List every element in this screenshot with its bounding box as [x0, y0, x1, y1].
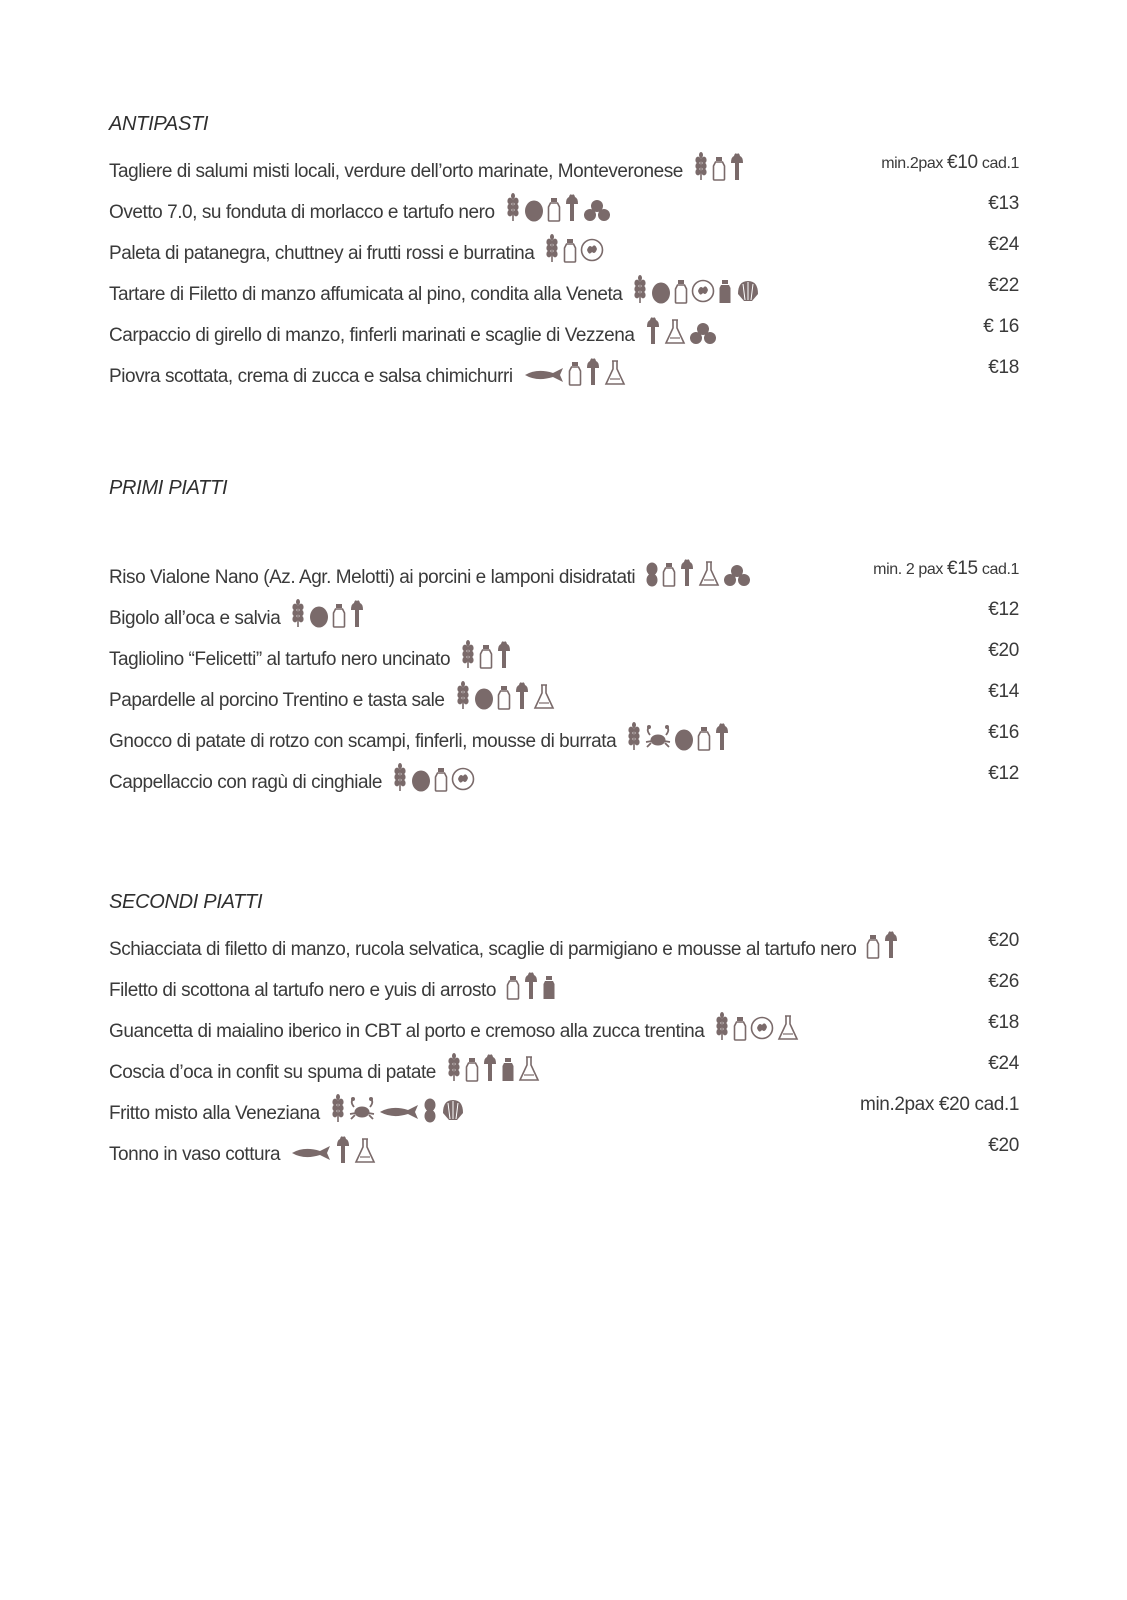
crab-icon — [645, 721, 671, 751]
dish-price — [988, 1011, 1019, 1035]
dish-line — [109, 1011, 799, 1044]
dish-name: Filetto di scottona al tartufo nero e yuis di arrosto — [109, 980, 496, 1001]
sulphite-icon — [664, 315, 686, 345]
dish-price — [988, 1052, 1019, 1076]
price-amount: €14 — [988, 681, 1019, 702]
allergen-icons — [392, 762, 475, 792]
allergen-icons — [446, 1052, 540, 1082]
dish-price — [860, 1093, 1019, 1117]
section-title: ANTIPASTI — [109, 113, 209, 135]
allergen-icons — [290, 598, 365, 628]
wheat-icon — [330, 1093, 346, 1123]
celery-icon — [883, 929, 899, 959]
sulphite-icon — [777, 1011, 799, 1041]
milk-icon — [479, 639, 493, 669]
dish-price — [988, 1134, 1019, 1158]
dish-price — [988, 192, 1019, 216]
dish-name: Ovetto 7.0, su fonduta di morlacco e tartufo nero — [109, 202, 495, 223]
egg-icon — [474, 680, 494, 710]
price-amount: €16 — [988, 722, 1019, 743]
dish-name: Riso Vialone Nano (Az. Agr. Melotti) ai porcini e lamponi disidratati — [109, 567, 636, 588]
nuts-icon — [689, 315, 717, 345]
celery-icon — [496, 639, 512, 669]
menu-item — [109, 354, 1019, 387]
sulphite-icon — [604, 356, 626, 386]
allergen-icons — [632, 274, 761, 304]
price-per-person: cad.1 — [977, 155, 1019, 172]
dish-name: Tagliolino “Felicetti” al tartufo nero uncinato — [109, 649, 451, 670]
dish-name: Piovra scottata, crema di zucca e salsa chimichurri — [109, 366, 513, 387]
section-title: SECONDI PIATTI — [109, 891, 263, 913]
allergen-icons — [460, 639, 512, 669]
price-amount: €20 — [988, 930, 1019, 951]
price-min-pax: min. 2 pax — [873, 561, 947, 578]
sauce-icon — [718, 274, 732, 304]
allergen-icons — [626, 721, 730, 751]
dish-line — [109, 929, 899, 962]
celery-icon — [679, 557, 695, 587]
price-amount: €12 — [988, 763, 1019, 784]
dish-name: Tagliere di salumi misti locali, verdure dell’orto marinate, Monteveronese — [109, 161, 683, 182]
celery-icon — [514, 680, 530, 710]
menu-item — [109, 927, 1019, 960]
dish-name: Tartare di Filetto di manzo affumicata al pino, condita alla Veneta — [109, 284, 623, 305]
milk-icon — [506, 970, 520, 1000]
menu-item — [109, 190, 1019, 223]
milk-icon — [733, 1011, 747, 1041]
dish-line — [109, 192, 611, 225]
dish-name: Bigolo all’oca e salvia — [109, 608, 281, 629]
fish-icon — [378, 1093, 420, 1123]
milk-icon — [712, 151, 726, 181]
celery-icon — [714, 721, 730, 751]
dish-price — [988, 274, 1019, 298]
menu-item — [109, 313, 1019, 346]
dish-line — [109, 151, 745, 184]
dish-line — [109, 233, 604, 266]
dish-price — [988, 639, 1019, 663]
wheat-icon — [455, 680, 471, 710]
egg-icon — [651, 274, 671, 304]
milk-icon — [563, 233, 577, 263]
menu-item — [109, 719, 1019, 752]
shell-icon — [440, 1093, 466, 1123]
milk-icon — [497, 680, 511, 710]
egg-icon — [674, 721, 694, 751]
menu-item — [109, 760, 1019, 793]
sulphite-icon — [533, 680, 555, 710]
dish-line — [109, 639, 512, 672]
dish-price — [988, 970, 1019, 994]
price-per-person: cad.1 — [977, 561, 1019, 578]
wheat-icon — [460, 639, 476, 669]
menu-item — [109, 149, 1019, 182]
price-min-pax: min.2pax — [860, 1094, 939, 1115]
milk-icon — [662, 557, 676, 587]
price-per-person: cad.1 — [969, 1094, 1019, 1115]
dish-name: Gnocco di patate di rotzo con scampi, finferli, mousse di burrata — [109, 731, 617, 752]
milk-icon — [547, 192, 561, 222]
allergen-icons — [455, 680, 555, 710]
dish-line — [109, 762, 475, 795]
price-amount: €20 — [938, 1094, 970, 1115]
dish-price — [988, 233, 1019, 257]
dish-price — [983, 315, 1019, 339]
menu-item — [109, 555, 1019, 588]
egg-icon — [524, 192, 544, 222]
wheat-icon — [544, 233, 560, 263]
milk-icon — [434, 762, 448, 792]
dish-line — [109, 680, 555, 713]
milk-icon — [866, 929, 880, 959]
price-amount: €20 — [988, 640, 1019, 661]
allergen-icons — [506, 970, 556, 1000]
milk-icon — [465, 1052, 479, 1082]
mustard-icon — [750, 1011, 774, 1041]
celery-icon — [349, 598, 365, 628]
peanut-icon — [645, 557, 659, 587]
celery-icon — [585, 356, 601, 386]
celery-icon — [523, 970, 539, 1000]
dish-line — [109, 598, 365, 631]
wheat-icon — [446, 1052, 462, 1082]
dish-name: Schiacciata di filetto di manzo, rucola selvatica, scaglie di parmigiano e mousse al tartufo nero — [109, 939, 857, 960]
wheat-icon — [693, 151, 709, 181]
dish-name: Guancetta di maialino iberico in CBT al porto e cremoso alla zucca trentina — [109, 1021, 705, 1042]
fish-icon — [290, 1134, 332, 1164]
menu-item — [109, 1009, 1019, 1042]
wheat-icon — [714, 1011, 730, 1041]
menu-item — [109, 272, 1019, 305]
sauce-icon — [501, 1052, 515, 1082]
celery-icon — [645, 315, 661, 345]
shell-icon — [735, 274, 761, 304]
dish-line — [109, 315, 717, 348]
egg-icon — [411, 762, 431, 792]
mustard-icon — [451, 762, 475, 792]
menu-item — [109, 596, 1019, 629]
dish-name: Cappellaccio con ragù di cinghiale — [109, 772, 383, 793]
wheat-icon — [392, 762, 408, 792]
allergen-icons — [866, 929, 899, 959]
milk-icon — [332, 598, 346, 628]
menu-item — [109, 637, 1019, 670]
menu-item — [109, 1091, 1019, 1124]
dish-price — [988, 680, 1019, 704]
mustard-icon — [691, 274, 715, 304]
price-amount: €22 — [988, 275, 1019, 296]
dish-price — [988, 762, 1019, 786]
dish-line — [109, 557, 751, 590]
allergen-icons — [544, 233, 604, 263]
allergen-icons — [505, 192, 611, 222]
dish-name: Paleta di patanegra, chuttney ai frutti rossi e burratina — [109, 243, 535, 264]
price-amount: €18 — [988, 357, 1019, 378]
sauce-icon — [542, 970, 556, 1000]
menu-item — [109, 1132, 1019, 1165]
dish-name: Fritto misto alla Veneziana — [109, 1103, 320, 1124]
milk-icon — [674, 274, 688, 304]
dish-line — [109, 721, 730, 754]
price-amount: €24 — [988, 234, 1019, 255]
milk-icon — [568, 356, 582, 386]
fish-icon — [523, 356, 565, 386]
allergen-icons — [693, 151, 745, 181]
dish-line — [109, 274, 761, 307]
sulphite-icon — [698, 557, 720, 587]
dish-price — [881, 151, 1019, 176]
price-amount: €18 — [988, 1012, 1019, 1033]
wheat-icon — [626, 721, 642, 751]
allergen-icons — [714, 1011, 799, 1041]
dish-name: Carpaccio di girello di manzo, finferli marinati e scaglie di Vezzena — [109, 325, 635, 346]
dish-price — [988, 929, 1019, 953]
celery-icon — [482, 1052, 498, 1082]
dish-line — [109, 356, 626, 389]
price-amount: €26 — [988, 971, 1019, 992]
dish-price — [988, 721, 1019, 745]
allergen-icons — [523, 356, 626, 386]
crab-icon — [349, 1093, 375, 1123]
nuts-icon — [583, 192, 611, 222]
dish-name: Coscia d’oca in confit su spuma di patate — [109, 1062, 436, 1083]
allergen-icons — [645, 557, 751, 587]
wheat-icon — [505, 192, 521, 222]
celery-icon — [564, 192, 580, 222]
price-amount: €12 — [988, 599, 1019, 620]
dish-line — [109, 1134, 376, 1167]
peanut-icon — [423, 1093, 437, 1123]
mustard-icon — [580, 233, 604, 263]
wheat-icon — [290, 598, 306, 628]
allergen-icons — [330, 1093, 466, 1123]
dish-price — [988, 356, 1019, 380]
dish-line — [109, 1093, 466, 1126]
dish-line — [109, 970, 556, 1003]
sulphite-icon — [354, 1134, 376, 1164]
price-min-pax: min.2pax — [881, 155, 947, 172]
celery-icon — [729, 151, 745, 181]
menu-item — [109, 678, 1019, 711]
dish-name: Papardelle al porcino Trentino e tasta sale — [109, 690, 445, 711]
sulphite-icon — [518, 1052, 540, 1082]
dish-name: Tonno in vaso cottura — [109, 1144, 281, 1165]
nuts-icon — [723, 557, 751, 587]
wheat-icon — [632, 274, 648, 304]
section-title: PRIMI PIATTI — [109, 477, 228, 499]
menu-item — [109, 231, 1019, 264]
milk-icon — [697, 721, 711, 751]
dish-price — [988, 598, 1019, 622]
egg-icon — [309, 598, 329, 628]
price-amount: €24 — [988, 1053, 1019, 1074]
menu-item — [109, 1050, 1019, 1083]
dish-price — [873, 557, 1019, 582]
dish-line — [109, 1052, 540, 1085]
celery-icon — [335, 1134, 351, 1164]
price-amount: €13 — [988, 193, 1019, 214]
allergen-icons — [645, 315, 717, 345]
price-amount: €20 — [988, 1135, 1019, 1156]
menu-item — [109, 968, 1019, 1001]
price-amount: € 16 — [983, 316, 1019, 337]
price-amount: €10 — [947, 152, 978, 173]
price-amount: €15 — [947, 558, 978, 579]
allergen-icons — [290, 1134, 376, 1164]
